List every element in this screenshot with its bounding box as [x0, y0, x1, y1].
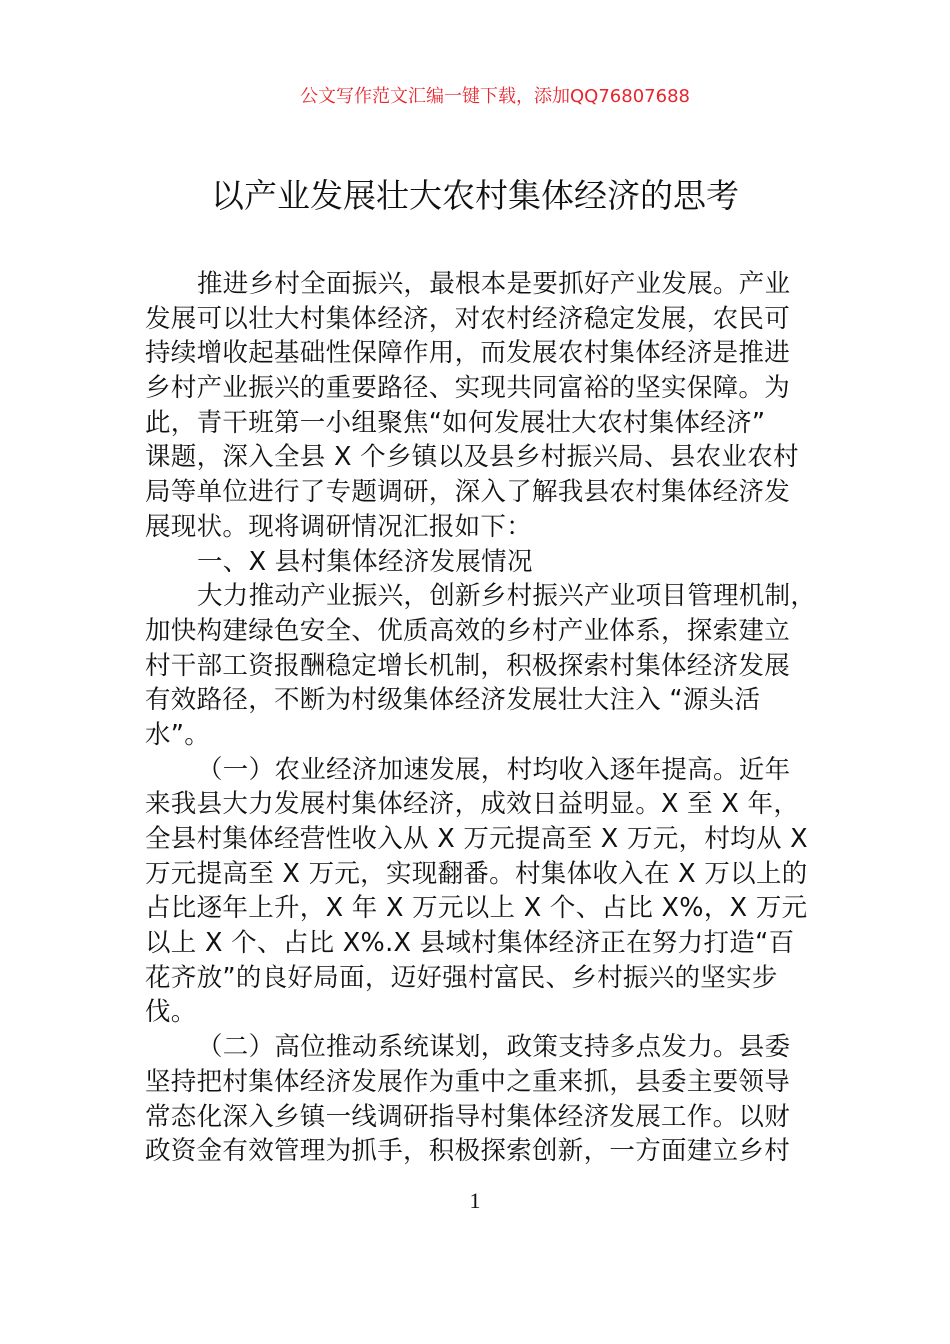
text-line: 发展可以壮大村集体经济，对农村经济稳定发展，农民可 [145, 303, 791, 334]
text-line: 展现状。现将调研情况汇报如下： [145, 511, 533, 542]
document-body [145, 267, 845, 1169]
text-line: 持续增收起基础性保障作用，而发展农村集体经济是推进 [145, 338, 791, 369]
text-line: 万元提高至 X 万元，实现翻番。村集体收入在 X 万以上的 [145, 858, 808, 889]
text-line: 乡村产业振兴的重要路径、实现共同富裕的坚实保障。为 [145, 373, 791, 404]
document-title: 以产业发展壮大农村集体经济的思考 [211, 176, 739, 215]
text-line: 村干部工资报酬稳定增长机制，积极探索村集体经济发展 [145, 650, 791, 681]
text-line: 坚持把村集体经济发展作为重中之重来抓，县委主要领导 [145, 1066, 791, 1097]
text-line: 伐。 [145, 997, 197, 1028]
text-line: 常态化深入乡镇一线调研指导村集体经济发展工作。以财 [145, 1101, 791, 1132]
text-line: 政资金有效管理为抓手，积极探索创新，一方面建立乡村 [145, 1136, 791, 1167]
text-line: 有效路径，不断为村级集体经济发展壮大注入 “源头活 [145, 685, 761, 716]
page-number: 1 [469, 1188, 481, 1213]
text-line: 一、X 县村集体经济发展情况 [197, 546, 533, 577]
text-line: 大力推动产业振兴，创新乡村振兴产业项目管理机制， [197, 581, 817, 612]
text-line: 局等单位进行了专题调研，深入了解我县农村集体经济发 [145, 477, 791, 508]
text-line: 课题，深入全县 X 个乡镇以及县乡村振兴局、县农业农村 [145, 442, 799, 473]
text-line: 花齐放”的良好局面，迈好强村富民、乡村振兴的坚实步 [145, 962, 778, 993]
text-line: 水”。 [145, 719, 211, 750]
text-line: 此，青干班第一小组聚焦“如何发展壮大农村集体经济” [145, 407, 766, 438]
text-line: 推进乡村全面振兴，最根本是要抓好产业发展。产业 [197, 269, 791, 299]
text-line: （一）农业经济加速发展，村均收入逐年提高。近年 [197, 754, 791, 785]
text-line: 来我县大力发展村集体经济，成效日益明显。X 至 X 年， [145, 789, 800, 820]
text-line: 占比逐年上升，X 年 X 万元以上 X 个、占比 X%，X 万元 [145, 893, 808, 924]
text-line: 全县村集体经营性收入从 X 万元提高至 X 万元，村均从 X [145, 824, 808, 854]
text-line: 加快构建绿色安全、优质高效的乡村产业体系，探索建立 [145, 615, 791, 646]
text-line: （二）高位推动系统谋划，政策支持多点发力。县委 [197, 1032, 791, 1063]
header-watermark: 公文写作范文汇编一键下载，添加QQ76807688 [300, 86, 690, 107]
text-line: 以上 X 个、占比 X%.X 县域村集体经济正在努力打造“百 [145, 928, 795, 959]
